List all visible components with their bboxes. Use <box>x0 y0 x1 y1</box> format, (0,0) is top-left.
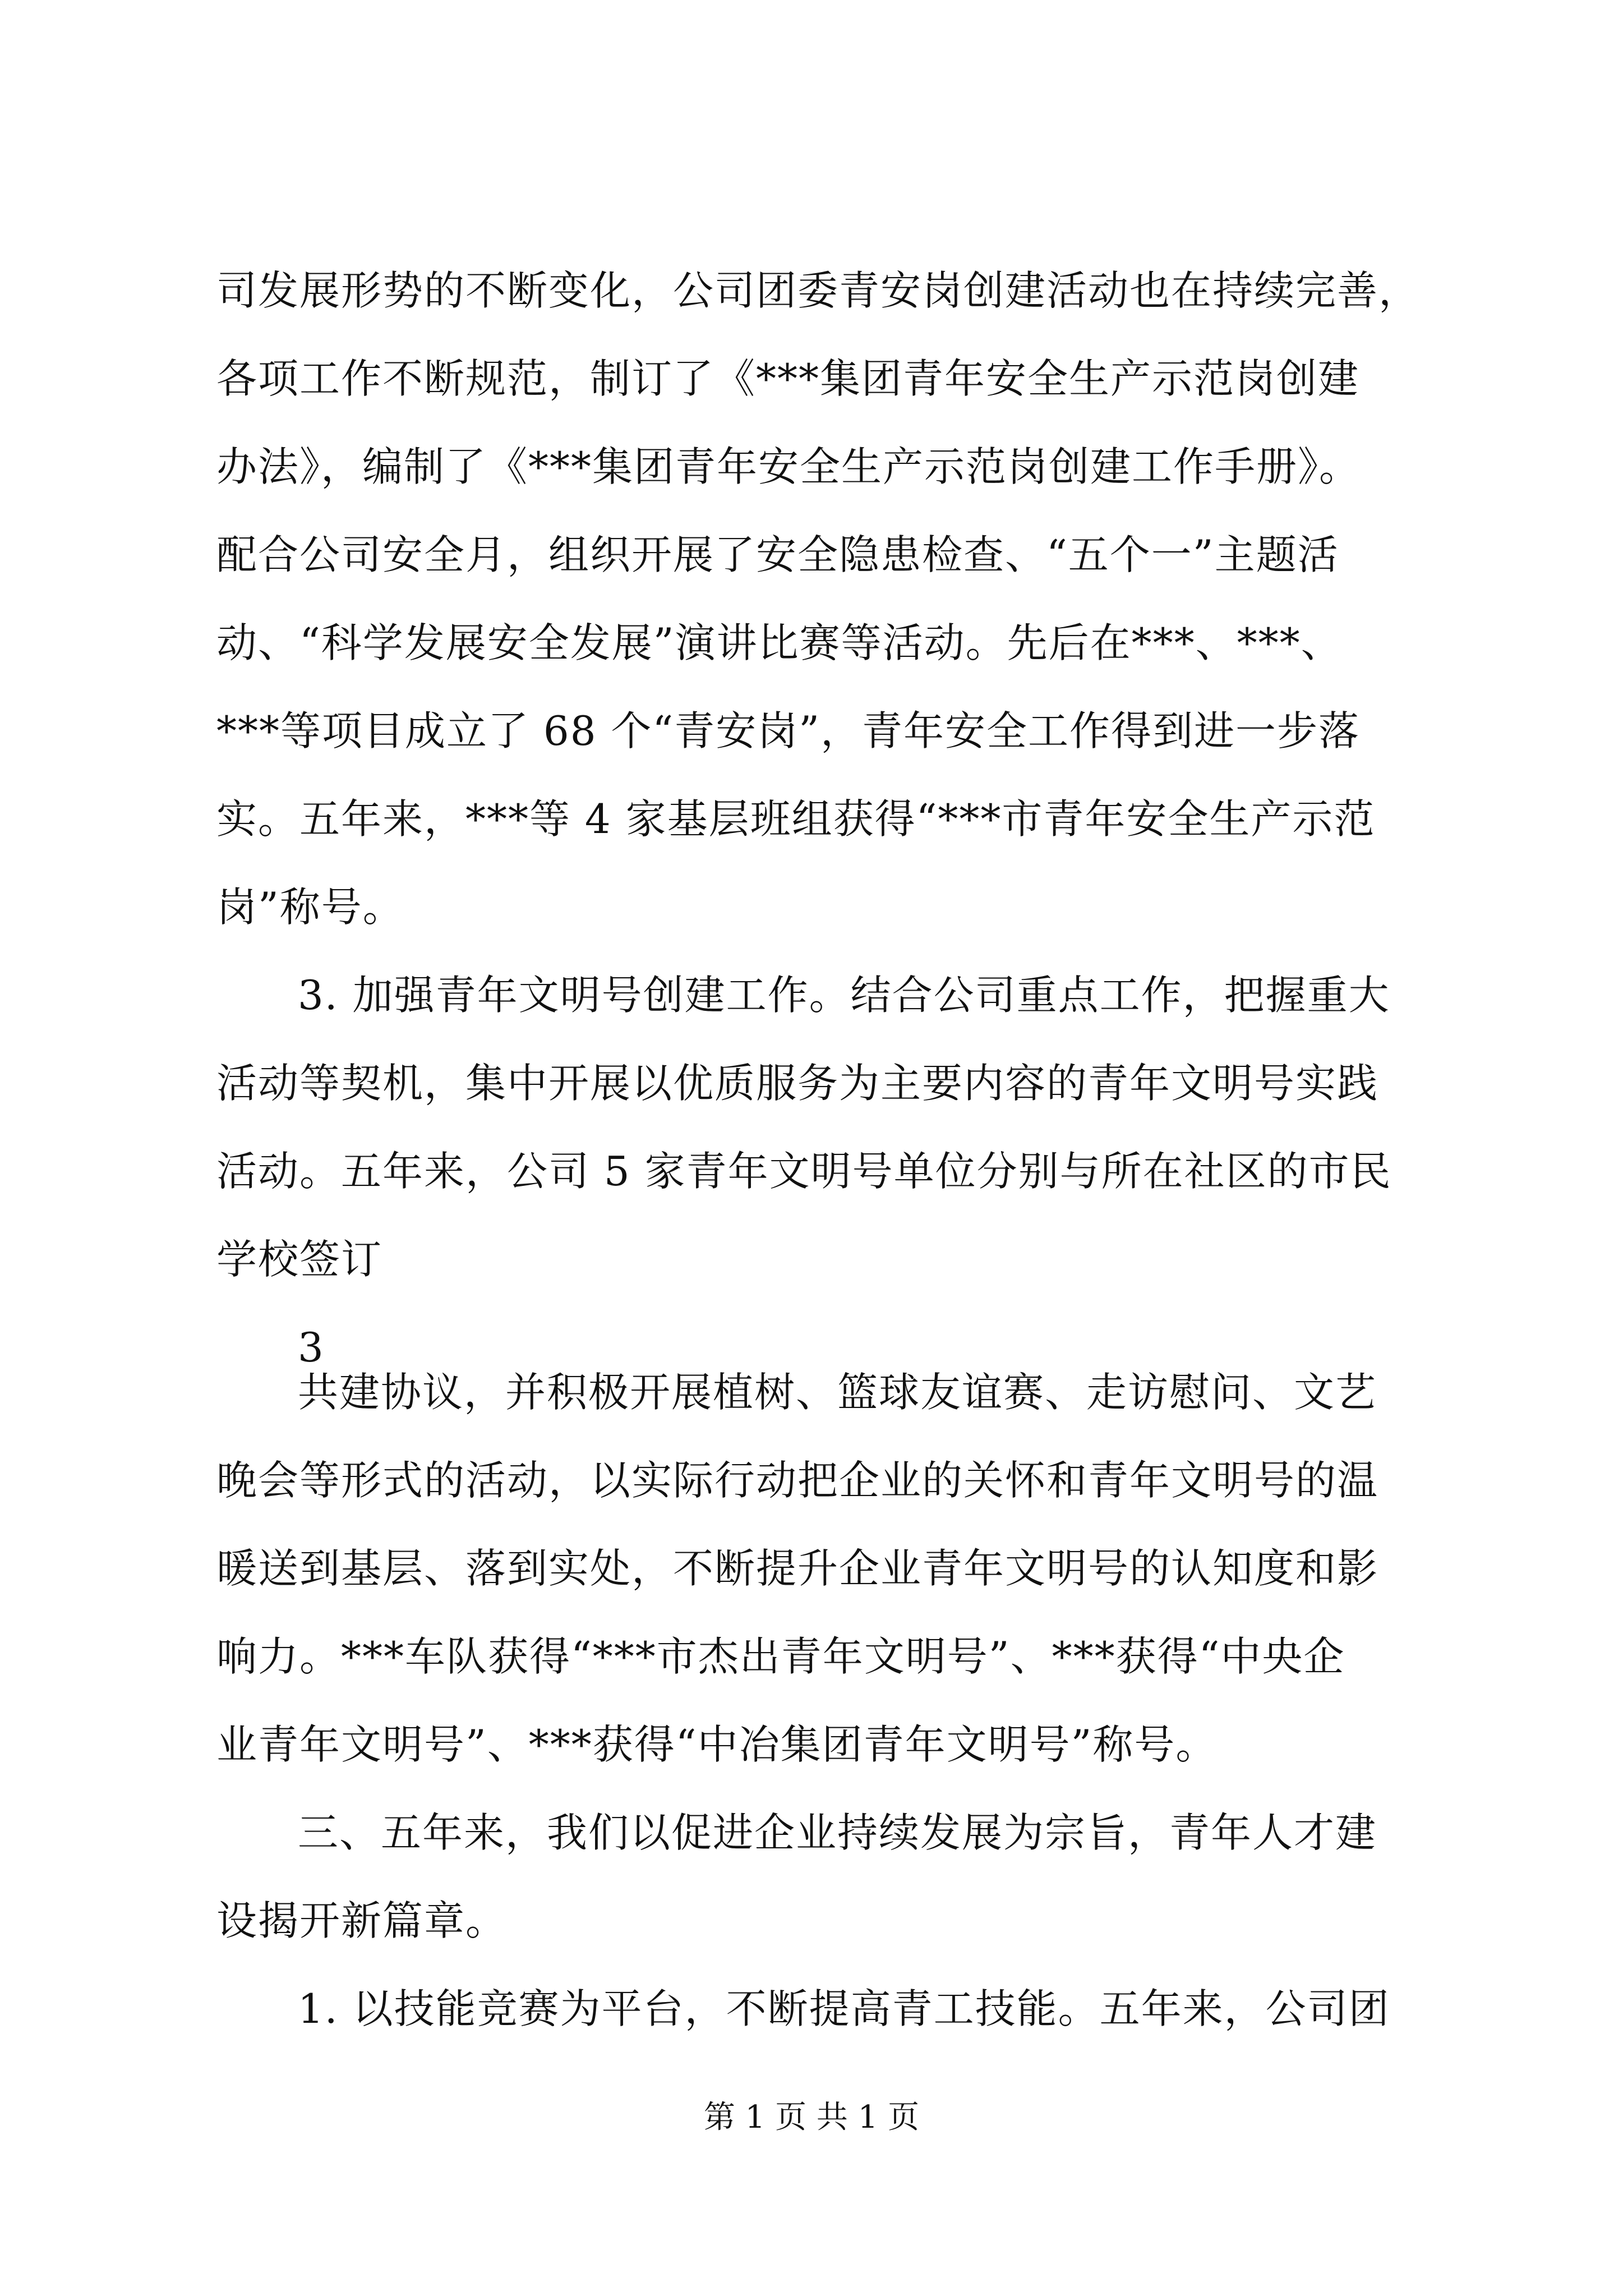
text-line: 活动等契机，集中开展以优质服务为主要内容的青年文明号实践 <box>216 1060 1379 1107</box>
text-line: 学校签订 <box>216 1236 383 1283</box>
text-line: 设揭开新篇章。 <box>216 1897 508 1944</box>
text-line: 晚会等形式的活动，以实际行动把企业的关怀和青年文明号的温 <box>216 1457 1379 1504</box>
text-line: 岗”称号。 <box>216 884 404 931</box>
text-line: 响力。***车队获得“***市杰出青年文明号”、***获得“中央企 <box>216 1633 1345 1680</box>
paragraph-first-line: 3. 加强青年文明号创建工作。结合公司重点工作，把握重大 <box>298 972 1390 1019</box>
section-heading: 三、五年来，我们以促进企业持续发展为宗旨，青年人才建 <box>298 1809 1377 1856</box>
text-line: 暖送到基层、落到实处，不断提升企业青年文明号的认知度和影 <box>216 1545 1379 1592</box>
inline-page-number: 3 <box>298 1324 324 1371</box>
paragraph-first-line: 共建协议，并积极开展植树、篮球友谊赛、走访慰问、文艺 <box>298 1369 1377 1416</box>
text-line: 业青年文明号”、***获得“中冶集团青年文明号”称号。 <box>216 1721 1218 1768</box>
text-line: 动、“科学发展安全发展”演讲比赛等活动。先后在***、***、 <box>216 619 1343 666</box>
text-line: 司发展形势的不断变化，公司团委青安岗创建活动也在持续完善， <box>216 267 1421 314</box>
paragraph-first-line: 1. 以技能竞赛为平台，不断提高青工技能。五年来，公司团 <box>298 1985 1390 2032</box>
page-footer: 第 1 页 共 1 页 <box>703 2099 920 2136</box>
text-line: 各项工作不断规范，制订了《***集团青年安全生产示范岗创建 <box>216 355 1360 402</box>
text-line: ***等项目成立了 68 个“青安岗”，青年安全工作得到进一步落 <box>216 707 1361 754</box>
text-line: 活动。五年来，公司 5 家青年文明号单位分别与所在社区的市民 <box>216 1148 1392 1195</box>
text-line: 配合公司安全月，组织开展了安全隐患检查、“五个一”主题活 <box>216 531 1339 578</box>
text-line: 办法》，编制了《***集团青年安全生产示范岗创建工作手册》。 <box>216 443 1361 490</box>
text-line: 实。五年来，***等 4 家基层班组获得“***市青年安全生产示范 <box>216 795 1376 843</box>
